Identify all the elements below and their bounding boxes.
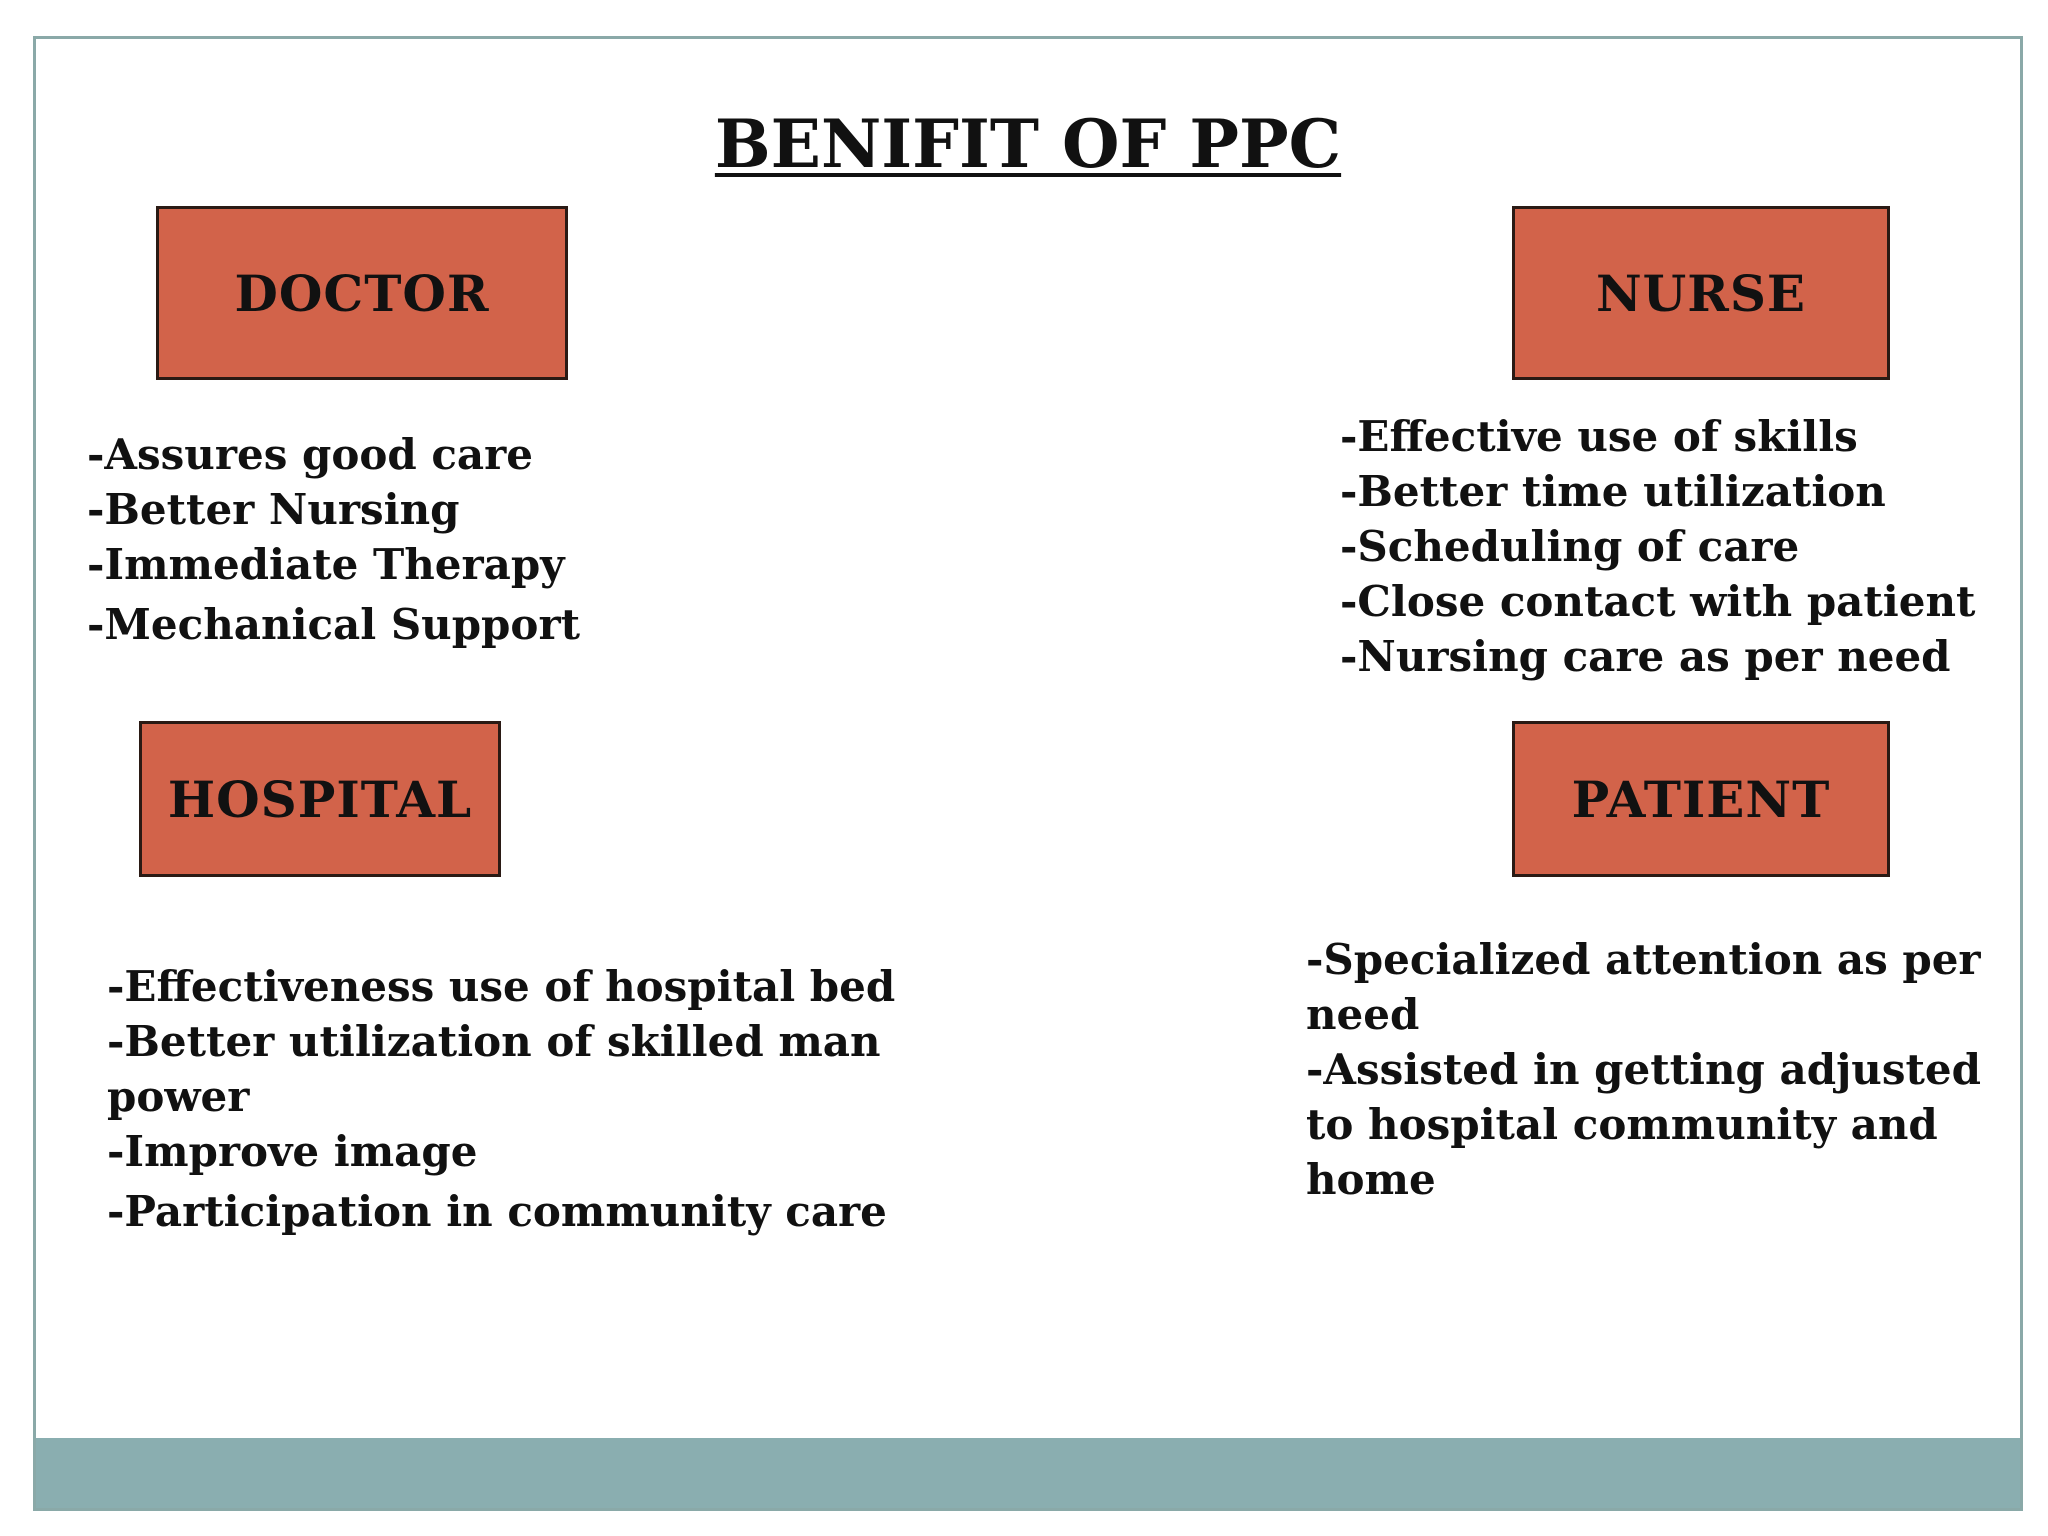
list-item: -Immediate Therapy	[87, 540, 565, 589]
list-item: -Close contact with patient	[1340, 577, 1976, 626]
slide-title: BENIFIT OF PPC	[714, 105, 1342, 183]
list-item: -Mechanical Support	[87, 600, 580, 649]
list-item: -Better utilization of skilled man power	[107, 1017, 881, 1121]
list-item: -Scheduling of care	[1340, 522, 1800, 571]
hospital-benefits-list	[107, 959, 907, 1239]
list-item: -Improve image	[107, 1127, 478, 1176]
hospital-label: HOSPITAL	[167, 769, 473, 829]
patient-label: PATIENT	[1571, 769, 1831, 829]
list-item: -Better Nursing	[87, 485, 460, 534]
slide	[33, 36, 2023, 1511]
nurse-benefits-list	[1340, 409, 2000, 684]
patient-label-box	[1512, 721, 1890, 877]
nurse-label-box	[1512, 206, 1890, 380]
list-item: -Participation in community care	[107, 1187, 887, 1236]
list-item: -Nursing care as per need	[1340, 632, 1951, 681]
list-item: -Assisted in getting adjusted to hospital community and home	[1306, 1045, 1981, 1204]
list-item: -Effectiveness use of hospital bed	[107, 962, 896, 1011]
nurse-label: NURSE	[1595, 263, 1807, 323]
doctor-label: DOCTOR	[234, 263, 490, 323]
list-item: -Specialized attention as per need	[1306, 935, 1981, 1039]
patient-benefits-list	[1306, 932, 1986, 1207]
doctor-label-box	[156, 206, 568, 380]
hospital-label-box	[139, 721, 501, 877]
list-item: -Better time utilization	[1340, 467, 1886, 516]
list-item: -Effective use of skills	[1340, 412, 1858, 461]
footer-bar	[36, 1438, 2020, 1508]
list-item: -Assures good care	[87, 430, 533, 479]
doctor-benefits-list	[87, 427, 787, 652]
